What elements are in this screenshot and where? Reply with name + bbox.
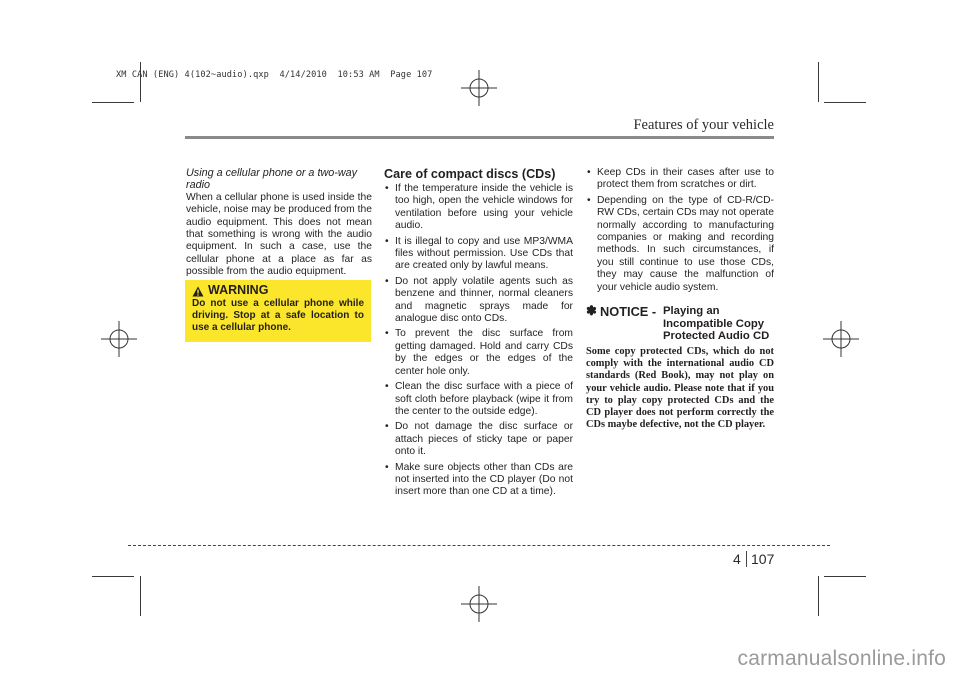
warning-text: Do not use a cellular phone while driving. Stop at a safe location to use a cellular phone. (192, 298, 364, 334)
list-item: • If the temperature inside the vehicle is too high, open the vehicle windows for ventilation before using your vehicle audio. (385, 183, 573, 232)
notice-label: NOTICE - (600, 304, 657, 320)
crop-mark (92, 576, 134, 577)
registration-mark-icon (821, 319, 861, 359)
notice-text: Some copy protected CDs, which do not comply with the international audio CD standards (Red Book), may not play on your vehicle audio. Please note that if you try to play copy protected CDs and the CD player does not perform correctly the CDs maybe defective, not the CD player. (586, 346, 774, 431)
right-column (586, 167, 774, 431)
watermark: carmanualsonline.info (737, 647, 946, 670)
chapter-number: 4 (733, 551, 741, 567)
notice-heading (586, 304, 774, 344)
registration-mark-icon (459, 584, 499, 624)
middle-column (384, 167, 573, 502)
slug-line: XM CAN (ENG) 4(102~audio).qxp 4/14/2010 10:53 AM Page 107 (116, 70, 433, 80)
warning-box (185, 280, 371, 342)
registration-mark-icon (99, 319, 139, 359)
crop-mark (140, 62, 141, 102)
page-number: 107 (751, 551, 775, 567)
registration-mark-icon (459, 68, 499, 108)
footer-rule (128, 545, 830, 546)
page-number-divider (746, 551, 747, 567)
bullet-list (384, 183, 573, 499)
section-subtitle: Using a cellular phone or a two-way radio (186, 167, 358, 192)
list-item: • To prevent the disc surface from getting damaged. Hold and carry CDs by the edges or the edges of the center hole only. (385, 328, 573, 377)
bullet-list (586, 167, 774, 294)
list-item: • It is illegal to copy and use MP3/WMA files without permission. Use CDs that are created only by lawful means. (385, 235, 573, 272)
list-item: • Keep CDs in their cases after use to protect them from scratches or dirt. (587, 167, 774, 191)
crop-mark (140, 576, 141, 616)
body-paragraph: When a cellular phone is used inside the vehicle, noise may be produced from the audio equipment. This does not mean that something is wrong with the audio equipment. In such a case, use the cellular phone at a place as far as possible from the audio equipment. (186, 191, 372, 278)
list-item: • Do not apply volatile agents such as benzene and thinner, normal cleaners and magnetic sprays made for analogue disc onto CDs. (385, 275, 573, 325)
left-column (186, 167, 372, 279)
warning-title: WARNING (208, 283, 269, 297)
crop-mark (824, 102, 866, 103)
crop-mark (818, 576, 819, 616)
list-item: • Do not damage the disc surface or attach pieces of sticky tape or paper onto it. (385, 421, 573, 458)
list-item: • Clean the disc surface with a piece of soft cloth before playback (wipe it from the center to the outside edge). (385, 381, 573, 417)
notice-star-icon: ✽ (586, 303, 597, 319)
crop-mark (824, 576, 866, 577)
page-header-title: Features of your vehicle (633, 117, 774, 133)
list-item: • Make sure objects other than CDs are not inserted into the CD player (Do not insert more than one CD at a time). (385, 461, 573, 498)
header-rule (185, 136, 774, 139)
crop-mark (818, 62, 819, 102)
list-item: • Depending on the type of CD-R/CD-RW CDs, certain CDs may not operate normally according to manufacturing companies or making and recording methods. In such circumstances, if you still continue to use those CDs, they may cause the malfunction of your vehicle audio system. (587, 194, 774, 293)
crop-mark (92, 102, 134, 103)
section-title: Care of compact discs (CDs) (384, 167, 556, 181)
notice-title: Playing an Incompatible Copy Protected Audio CD (663, 305, 770, 343)
